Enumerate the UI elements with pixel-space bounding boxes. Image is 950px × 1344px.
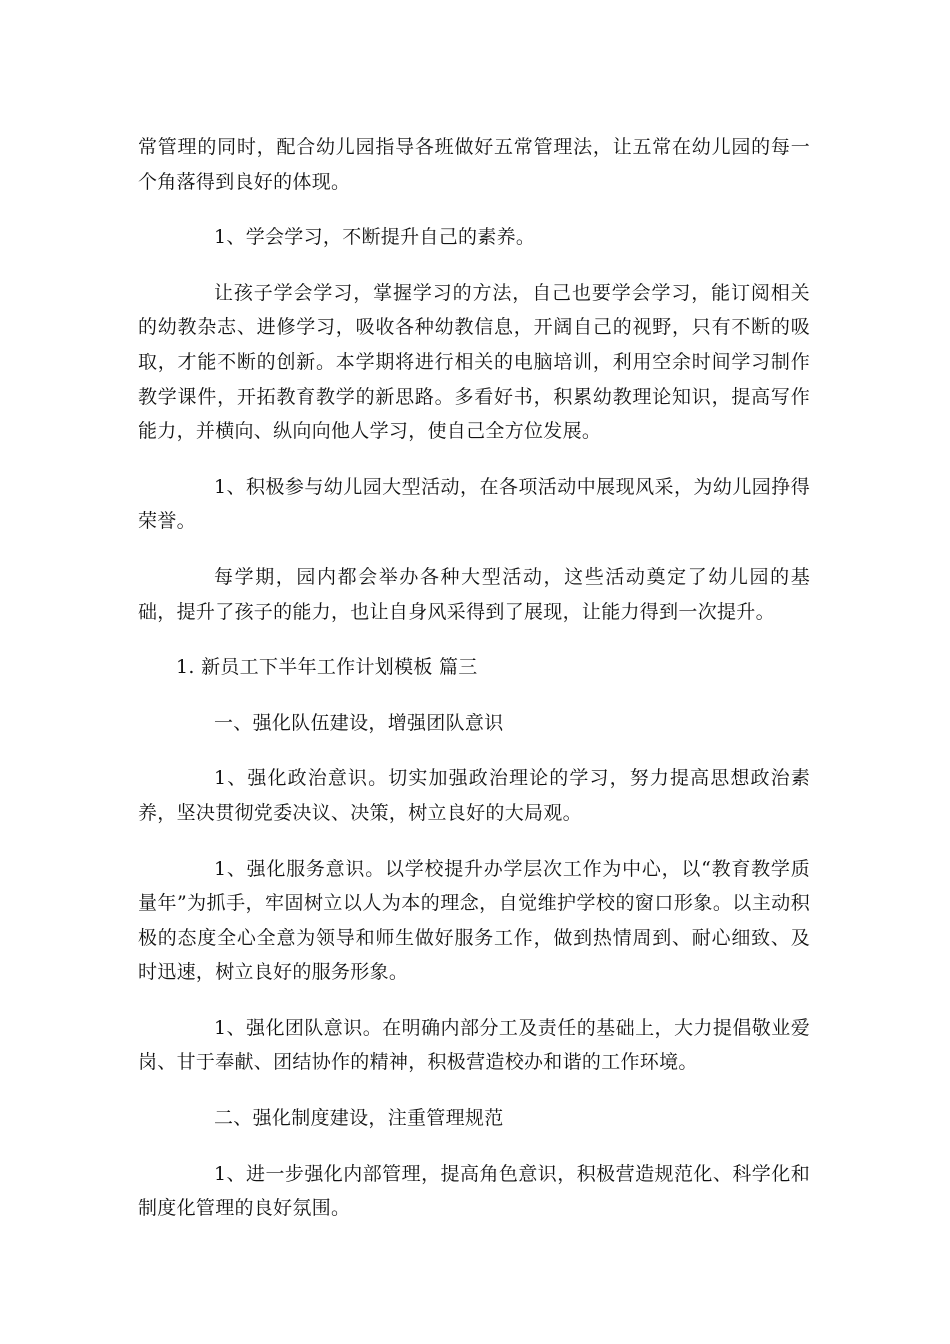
paragraph-service-awareness: 1、强化服务意识。以学校提升办学层次工作为中心，以“教育教学质量年”为抓手，牢固树立以人为本的理念，自觉维护学校的窗口形象。以主动积极的态度全心全意为领导和师生做好服务工作，做到热情周到、耐心细致、及时迅速，树立良好的服务形象。 [138,857,810,984]
paragraph-learn-detail: 让孩子学会学习，掌握学习的方法，自己也要学会学习，能订阅相关的幼教杂志、进修学习，吸收各种幼教信息，开阔自己的视野，只有不断的吸取，才能不断的创新。本学期将进行相关的电脑培训，利用空余时间学习制作教学课件，开拓教育教学的新思路。多看好书，积累幼教理论知识，提高写作能力，并横向、纵向向他人学习，使自己全方位发展。 [138,281,810,443]
document-body [138,130,810,1247]
section-heading-system: 二、强化制度建设，注重管理规范 [214,1107,504,1130]
paragraph-internal-management: 1、进一步强化内部管理，提高角色意识，积极营造规范化、科学化和制度化管理的良好氛围。 [138,1162,810,1220]
paragraph-activities-detail: 每学期，园内都会举办各种大型活动，这些活动奠定了幼儿园的基础，提升了孩子的能力，也让自身风采得到了展现，让能力得到一次提升。 [138,565,810,623]
paragraph-item-activities: 1、积极参与幼儿园大型活动，在各项活动中展现风采，为幼儿园挣得荣誉。 [138,475,810,533]
paragraph-team-awareness: 1、强化团队意识。在明确内部分工及责任的基础上，大力提倡敬业爱岗、甘于奉献、团结协作的精神，积极营造校办和谐的工作环境。 [138,1016,810,1074]
paragraph-political-awareness: 1、强化政治意识。切实加强政治理论的学习，努力提高思想政治素养，坚决贯彻党委决议、决策，树立良好的大局观。 [138,767,810,824]
paragraph-item-learn: 1、学会学习，不断提升自己的素养。 [214,226,536,249]
section-heading-part-three: 1. 新员工下半年工作计划模板 篇三 [176,656,478,679]
paragraph-continuation: 常管理的同时，配合幼儿园指导各班做好五常管理法，让五常在幼儿园的每一个角落得到良好的体现。 [138,136,810,193]
section-heading-team: 一、强化队伍建设，增强团队意识 [214,711,504,734]
